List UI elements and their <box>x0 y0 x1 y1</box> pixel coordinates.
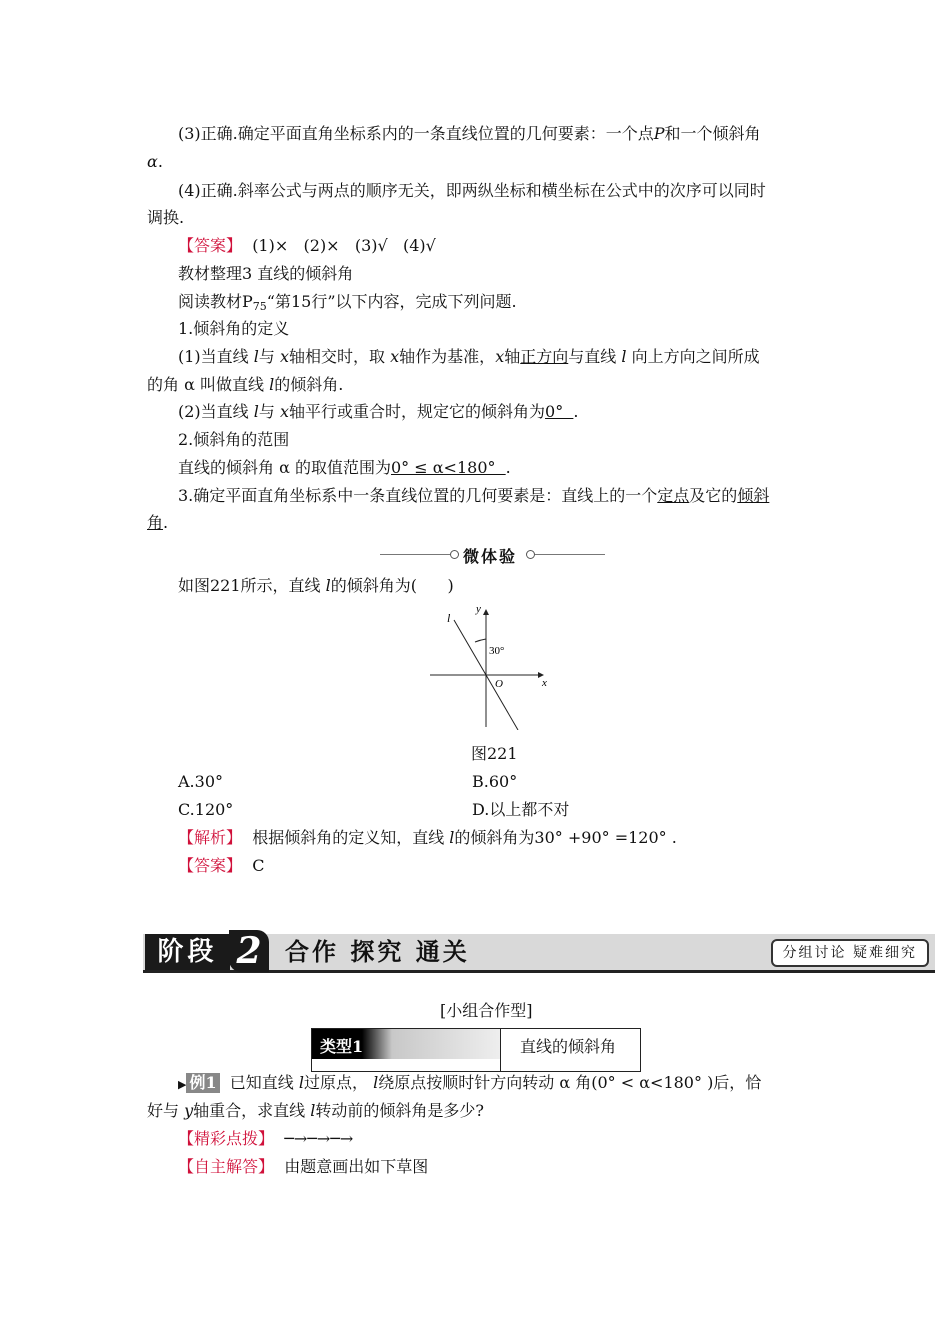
question-text-b: 的倾斜角为( ) <box>330 576 454 595</box>
var-l: l <box>253 402 259 421</box>
var-l: l <box>269 375 275 394</box>
answer-2 <box>178 856 264 876</box>
banner-badge: 分组讨论 疑难细究 <box>771 939 929 967</box>
stage-banner <box>143 930 935 973</box>
stage-number: 2 <box>229 930 269 972</box>
def-text: (2)当直线 <box>178 402 249 421</box>
var-x: x <box>280 402 290 421</box>
underlined-answer: 正方向 <box>520 347 569 366</box>
def-text: (1)当直线 <box>178 347 249 366</box>
angle-label: 30° <box>489 645 505 657</box>
page-subscript: 75 <box>252 300 267 313</box>
def-text: 轴 <box>504 347 521 366</box>
underlined-answer: 倾斜 <box>737 486 770 505</box>
example-1-line2 <box>147 1101 484 1121</box>
example-text: 绕原点按顺时针方向转动 α 角(0° < α<180° )后，恰 <box>378 1073 762 1092</box>
statement-4-line2: 调换. <box>147 208 185 227</box>
label-x: x <box>542 677 547 689</box>
figure-caption: 图221 <box>471 744 518 763</box>
answer-1 <box>178 236 436 256</box>
stage-label: 阶段 <box>145 934 230 970</box>
underlined-answer: 0° <box>545 402 574 421</box>
hint <box>178 1129 353 1149</box>
micro-experience-header <box>380 544 605 564</box>
example-tag: 例1 <box>186 1073 219 1093</box>
banner-title: 合作 探究 通关 <box>285 937 470 966</box>
answer-label: 【答案】 <box>178 856 243 875</box>
point-p: P <box>653 124 665 143</box>
var-l: l <box>621 347 627 366</box>
answer-label: 【答案】 <box>178 236 243 255</box>
figure-221 <box>425 602 555 730</box>
label-y: y <box>476 603 481 615</box>
definition-1 <box>178 347 760 367</box>
reading-text-a: 阅读教材P <box>178 292 253 311</box>
example-text: 已知直线 <box>219 1073 294 1092</box>
divider <box>500 1029 501 1071</box>
var-l: l <box>310 1101 316 1120</box>
var-l: l <box>449 828 455 847</box>
reading-instruction <box>178 292 517 317</box>
underlined-answer: 0° ≤ α<180° <box>390 458 506 477</box>
question-text-a: 如图221所示，直线 <box>178 576 321 595</box>
micro-title: 微体验 <box>463 547 518 566</box>
definition-1-line2 <box>147 375 343 395</box>
option-a: A.30° <box>178 772 223 791</box>
analysis-text-b: 的倾斜角为30° +90° =120° . <box>454 828 677 847</box>
def-text: 的角 α 叫做直线 <box>147 375 264 394</box>
divider <box>535 554 605 555</box>
circle-ornament-icon <box>450 550 459 559</box>
elements-text: 3.确定平面直角坐标系中一条直线位置的几何要素是：直线上的一个 <box>178 486 658 505</box>
heading-definition: 1.倾斜角的定义 <box>178 319 290 338</box>
divider <box>380 554 450 555</box>
label-origin: O <box>495 678 503 690</box>
solution-label: 【自主解答】 <box>178 1157 275 1176</box>
analysis-text-a: 根据倾斜角的定义知，直线 <box>242 828 445 847</box>
heading-elements-line2 <box>147 513 168 533</box>
var-l: l <box>253 347 259 366</box>
type-label: 类型1 <box>320 1037 364 1056</box>
var-y: y <box>184 1101 194 1120</box>
def-text: 轴作为基准， <box>399 347 496 366</box>
analysis-label: 【解析】 <box>178 828 243 847</box>
reading-text-b: “第15行”以下内容，完成下列问题. <box>266 292 517 311</box>
def-text: 向上方向之间所成 <box>631 347 760 366</box>
example-text: 转动前的倾斜角是多少? <box>315 1101 484 1120</box>
statement-3-line2 <box>147 152 163 172</box>
statement-3-text: (3)正确.确定平面直角坐标系内的一条直线位置的几何要素：一个点 <box>178 124 654 143</box>
statement-4: (4)正确.斜率公式与两点的顺序无关，即两纵坐标和横坐标在公式中的次序可以同时 <box>178 181 766 200</box>
def-text: 与 <box>258 347 275 366</box>
range-text-a: 直线的倾斜角 α 的取值范围为 <box>178 458 391 477</box>
circle-ornament-icon <box>526 550 535 559</box>
statement-3-text-end: 和一个倾斜角 <box>664 124 761 143</box>
answer-text: (1)× (2)× (3)√ (4)√ <box>242 236 436 255</box>
solution-text: 由题意画出如下草图 <box>274 1157 429 1176</box>
triangle-icon: ▶ <box>178 1078 187 1091</box>
example-1 <box>178 1073 761 1095</box>
hint-arrows: ─→─→─→ <box>274 1129 354 1148</box>
var-x: x <box>280 347 290 366</box>
angle-arc <box>475 639 486 642</box>
underlined-answer: 角 <box>147 513 164 532</box>
def-text: 轴平行或重合时，规定它的倾斜角为 <box>289 402 546 421</box>
def-text: 与 <box>258 402 275 421</box>
underlined-answer: 定点 <box>657 486 690 505</box>
type-label-bar <box>312 1029 500 1059</box>
example-text: 过原点， <box>304 1073 369 1092</box>
range-text-b: . <box>505 458 511 477</box>
group-label: [小组合作型] <box>440 1001 533 1020</box>
heading-elements <box>178 486 769 506</box>
var-l: l <box>325 576 331 595</box>
alpha-symbol: α <box>147 152 158 171</box>
definition-2 <box>178 402 579 422</box>
var-l: l <box>298 1073 305 1092</box>
section-title: 教材整理3 直线的倾斜角 <box>178 264 354 283</box>
var-x: x <box>495 347 505 366</box>
example-text: 轴重合，求直线 <box>193 1101 306 1120</box>
solution <box>178 1157 428 1177</box>
var-x: x <box>390 347 400 366</box>
def-text: . <box>573 402 579 421</box>
range-text <box>178 458 511 478</box>
option-d: D.以上都不对 <box>472 800 570 819</box>
example-text: 好与 <box>147 1101 180 1120</box>
type-title: 直线的倾斜角 <box>520 1037 617 1056</box>
period: . <box>157 152 163 171</box>
analysis <box>178 828 677 848</box>
period: . <box>163 513 169 532</box>
def-text: 的倾斜角. <box>274 375 344 394</box>
statement-3 <box>178 124 761 144</box>
answer-text: C <box>242 856 265 875</box>
def-text: 轴相交时，取 <box>289 347 386 366</box>
var-l: l <box>373 1073 379 1092</box>
def-text: 与直线 <box>568 347 617 366</box>
option-c: C.120° <box>178 800 234 819</box>
heading-range: 2.倾斜角的范围 <box>178 430 290 449</box>
hint-label: 【精彩点拨】 <box>178 1129 275 1148</box>
elements-text: 及它的 <box>689 486 738 505</box>
type-box <box>311 1028 641 1072</box>
question-text <box>178 576 454 596</box>
option-b: B.60° <box>472 772 518 791</box>
label-l: l <box>447 611 451 625</box>
